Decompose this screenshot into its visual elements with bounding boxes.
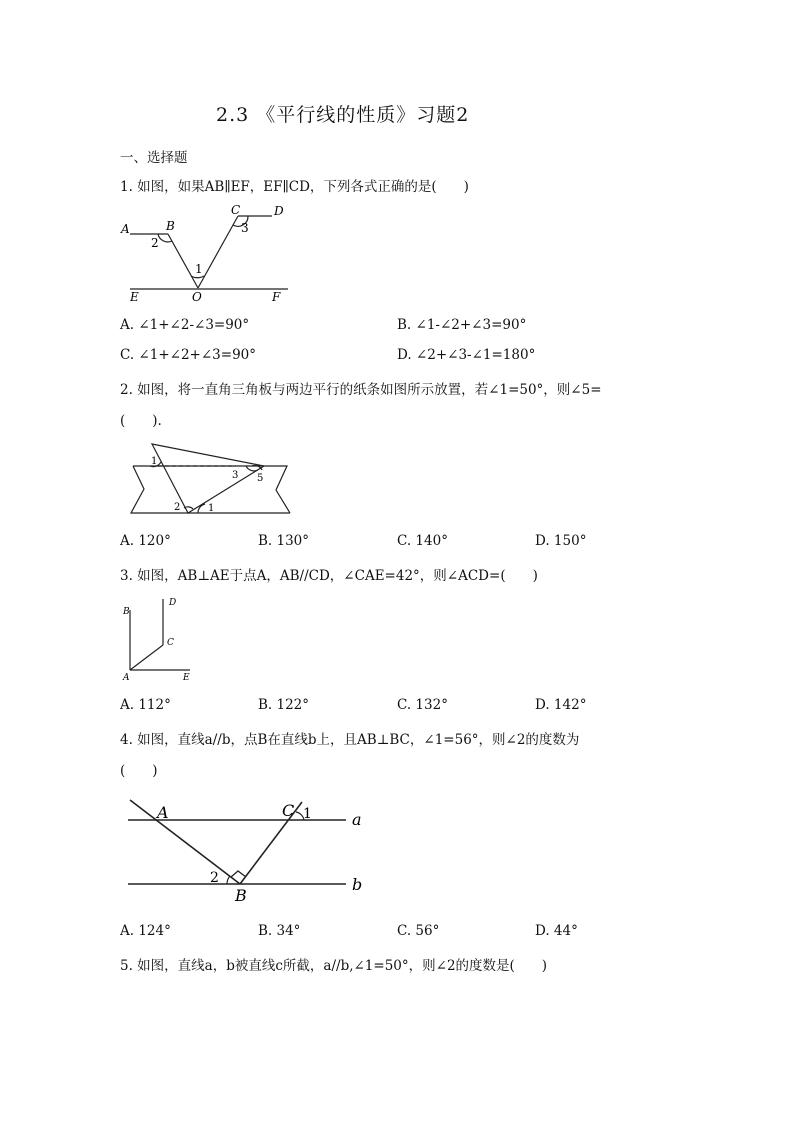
q1-angle-2: 2 [151, 236, 159, 250]
q1-label-F: F [272, 290, 281, 304]
q2-angle-1-bottom: 1 [208, 503, 215, 514]
q3-option-a[interactable]: A. 112° [120, 697, 171, 713]
question-3-stem: 3. 如图，AB⊥AE于点A，AB//CD，∠CAE=42°，则∠ACD=( ) [120, 568, 538, 584]
q4-label-C: C [282, 801, 295, 820]
q4-option-d[interactable]: D. 44° [535, 923, 578, 939]
q1-option-b[interactable]: B. ∠1-∠2+∠3=90° [397, 317, 527, 333]
q3-label-A: A [123, 673, 130, 683]
q4-label-b: b [352, 875, 363, 894]
q2-angle-1: 1 [151, 456, 158, 467]
section-heading: 一、选择题 [120, 150, 188, 166]
q1-label-A: A [121, 222, 130, 236]
q2-angle-3: 3 [232, 470, 239, 481]
q3-label-B: B [123, 607, 130, 617]
q1-option-c[interactable]: C. ∠1+∠2+∠3=90° [120, 347, 256, 363]
q4-label-A: A [157, 803, 169, 822]
q1-label-O: O [192, 290, 202, 304]
q1-label-E: E [130, 290, 139, 304]
q2-option-d[interactable]: D. 150° [535, 533, 587, 549]
q1-label-C: C [231, 203, 241, 217]
q3-label-C: C [167, 638, 174, 648]
q2-angle-2: 2 [174, 502, 181, 513]
question-5-stem: 5. 如图，直线a，b被直线c所截，a//b,∠1=50°，则∠2的度数是( ) [120, 958, 548, 974]
q2-option-c[interactable]: C. 140° [397, 533, 448, 549]
q2-option-b[interactable]: B. 130° [258, 533, 310, 549]
q3-option-b[interactable]: B. 122° [258, 697, 310, 713]
q4-option-a[interactable]: A. 124° [120, 923, 171, 939]
question-4-stem-cont: ( ) [120, 763, 158, 779]
q1-label-B: B [166, 219, 175, 233]
q1-label-D: D [274, 204, 284, 218]
question-1-stem: 1. 如图，如果AB∥EF，EF∥CD，下列各式正确的是( ) [120, 179, 469, 195]
q3-option-c[interactable]: C. 132° [397, 697, 448, 713]
q4-option-b[interactable]: B. 34° [258, 923, 301, 939]
q4-angle-2: 2 [210, 870, 219, 886]
q2-angle-5: 5 [257, 473, 264, 484]
q3-label-D: D [169, 598, 177, 608]
q1-angle-3: 3 [241, 221, 249, 235]
q4-angle-1: 1 [303, 806, 312, 822]
q3-label-E: E [183, 673, 190, 683]
q2-option-a[interactable]: A. 120° [120, 533, 171, 549]
q1-option-d[interactable]: D. ∠2+∠3-∠1=180° [397, 347, 536, 363]
q3-option-d[interactable]: D. 142° [535, 697, 587, 713]
question-2-stem: 2. 如图，将一直角三角板与两边平行的纸条如图所示放置，若∠1=50°，则∠5= [120, 382, 602, 398]
q4-label-a: a [352, 810, 362, 829]
q4-option-c[interactable]: C. 56° [397, 923, 440, 939]
question-4-stem: 4. 如图，直线a//b，点B在直线b上，且AB⊥BC，∠1=56°，则∠2的度数为 [120, 732, 580, 748]
page-title: 2.3 《平行线的性质》习题2 [216, 104, 470, 126]
q1-angle-1: 1 [195, 262, 203, 276]
q4-label-B: B [235, 886, 247, 905]
question-2-stem-cont: ( ). [120, 413, 162, 429]
q1-option-a[interactable]: A. ∠1+∠2-∠3=90° [120, 317, 250, 333]
